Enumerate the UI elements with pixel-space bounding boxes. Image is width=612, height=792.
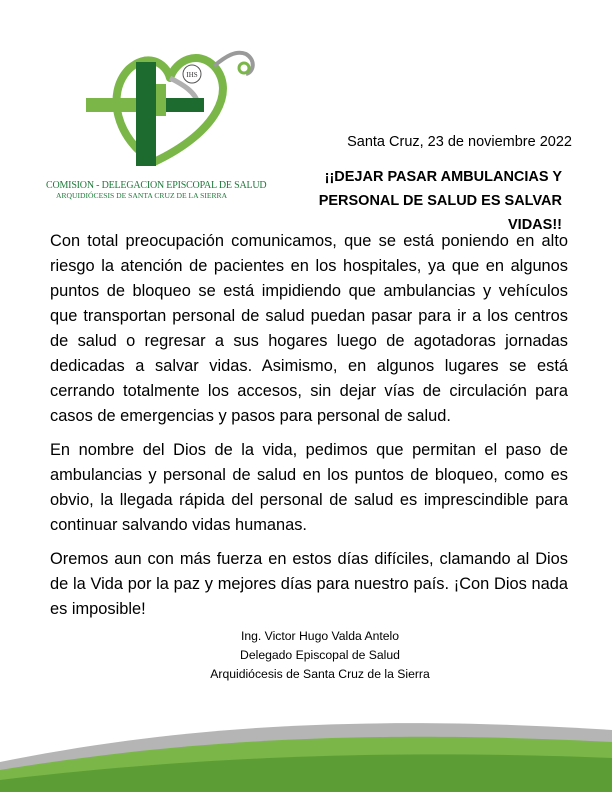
headline-line-1: ¡¡DEJAR PASAR AMBULANCIAS Y — [324, 169, 562, 185]
body-text — [50, 229, 568, 631]
document-date: Santa Cruz, 23 de noviembre 2022 — [347, 134, 572, 150]
ihs-emblem: IHS — [186, 71, 198, 79]
signatory-institution: Arquidiócesis de Santa Cruz de la Sierra — [210, 667, 430, 681]
signatory-name: Ing. Victor Hugo Valda Antelo — [240, 629, 400, 643]
organization-name: COMISION - DELEGACION EPISCOPAL DE SALUD — [46, 180, 267, 191]
headline — [262, 165, 562, 237]
signatory-title: Delegado Episcopal de Salud — [240, 648, 400, 662]
paragraph: Con total preocupación comunicamos, que se está poniendo en alto riesgo la atención de pacientes en los hospitales, ya que en algunos puntos de bloqueo se está impidiendo que ambulancias y vehículos que transportan personal de salud puedan pasar para ir a los centros de salud o regresar a sus hogares luego de agotadoras jornadas dedicadas a salvar vidas. Asimismo, en algunos lugares se está cerrando totalmente los accesos, sin dejar vías de circulación para casos de emergencias y pasos para personal de salud. — [50, 232, 568, 425]
signature-block — [170, 627, 470, 684]
paragraph: Oremos aun con más fuerza en estos días difíciles, clamando al Dios de la Vida por la paz y mejores días para nuestro país. ¡Con Dios nada es imposible! — [50, 550, 568, 618]
organization-subtitle: ARQUIDIÓCESIS DE SANTA CRUZ DE LA SIERRA — [56, 191, 228, 200]
paragraph: En nombre del Dios de la vida, pedimos que permitan el paso de ambulancias y personal de salud en los puntos de bloqueo, como es obvio, la llegada rápida del personal de salud es imprescindible para continuar salvando vidas humanas. — [50, 441, 568, 534]
headline-line-2: PERSONAL DE SALUD ES SALVAR VIDAS!! — [318, 193, 562, 233]
cross-heart-stethoscope-icon — [86, 44, 256, 179]
footer-wave-decoration — [0, 692, 612, 792]
